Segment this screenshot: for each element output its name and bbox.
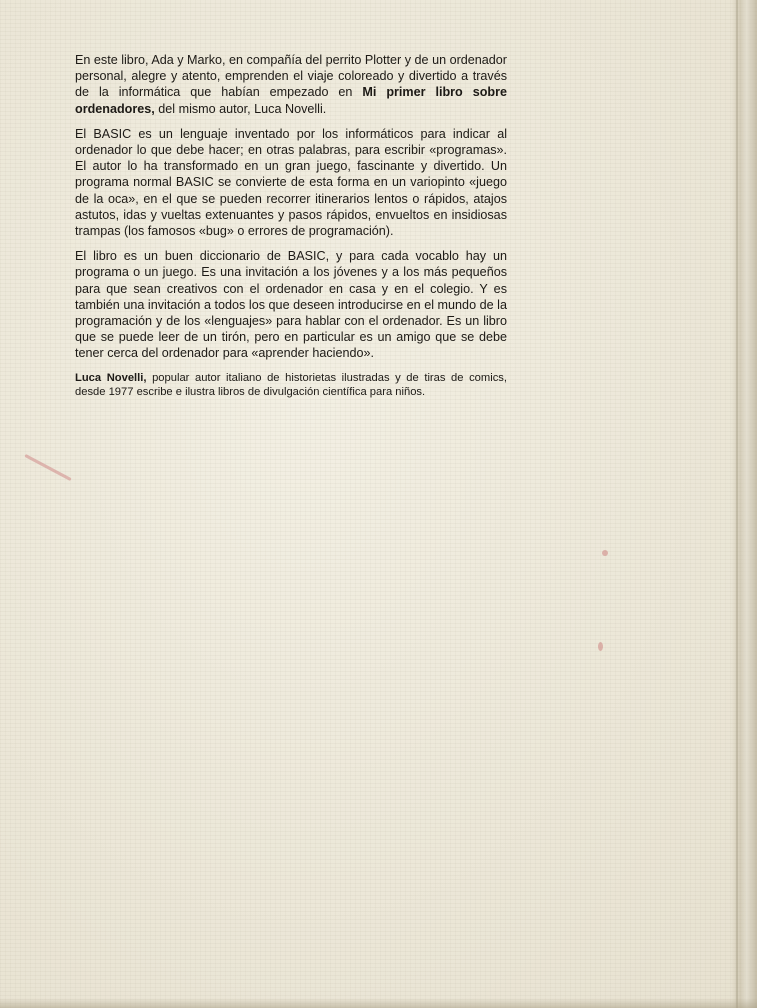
author-bio-text: popular autor italiano de historietas ilustradas y de tiras de comics, desde 1977 escribe e ilustra libros de divulgación científica para niños. xyxy=(75,371,507,398)
cover-stain xyxy=(598,642,603,651)
blurb-paragraph-dictionary: El libro es un buen diccionario de BASIC, y para cada vocablo hay un programa o un juego. Es una invitación a los jóvenes y a los más pequeños para que sean creativos con el ordenador en casa y en el colegio. Y es también una invitación a todos los que deseen introducirse en el mundo de la programación y de los «lenguajes» para hablar con el ordenador. Es un libro que se puede leer de un tirón, pero en particular es un amigo que se debe tener cerca del ordenador para «aprender haciendo». xyxy=(75,249,507,361)
cover-right-edge xyxy=(731,0,757,1008)
blurb-paragraph-basic: El BASIC es un lenguaje inventado por los informáticos para indicar al ordenador lo que debe hacer; en otras palabras, para escribir «programas». El autor lo ha transformado en un gran juego, fascinante y divertido. Un programa normal BASIC se convierte de esta forma en un variopinto «juego de la oca», en el que se pueden recorrer itinerarios lentos o rápidos, atajos astutos, idas y vueltas extenuantes y pasos rápidos, envueltos en insidiosas trampas (los famosos «bug» o errores de programación). xyxy=(75,126,507,239)
blurb-paragraph-intro xyxy=(75,52,507,117)
intro-text: En este libro, Ada y Marko, en compañía del perrito Plotter y de un ordenador personal, alegre y atento, emprenden el viaje coloreado y divertido a través de la informática que habían empezado en xyxy=(75,53,507,100)
cover-bottom-edge xyxy=(0,998,757,1008)
cover-stain xyxy=(602,550,608,556)
intro-text-end: del mismo autor, Luca Novelli. xyxy=(154,101,327,116)
previous-book-title: Mi primer libro sobre ordenadores, xyxy=(75,85,507,116)
author-name: Luca Novelli, xyxy=(75,371,147,384)
cover-scuff-mark xyxy=(24,454,71,481)
author-bio xyxy=(75,371,507,399)
spine-crease xyxy=(736,0,738,1008)
blurb-text xyxy=(75,52,507,408)
